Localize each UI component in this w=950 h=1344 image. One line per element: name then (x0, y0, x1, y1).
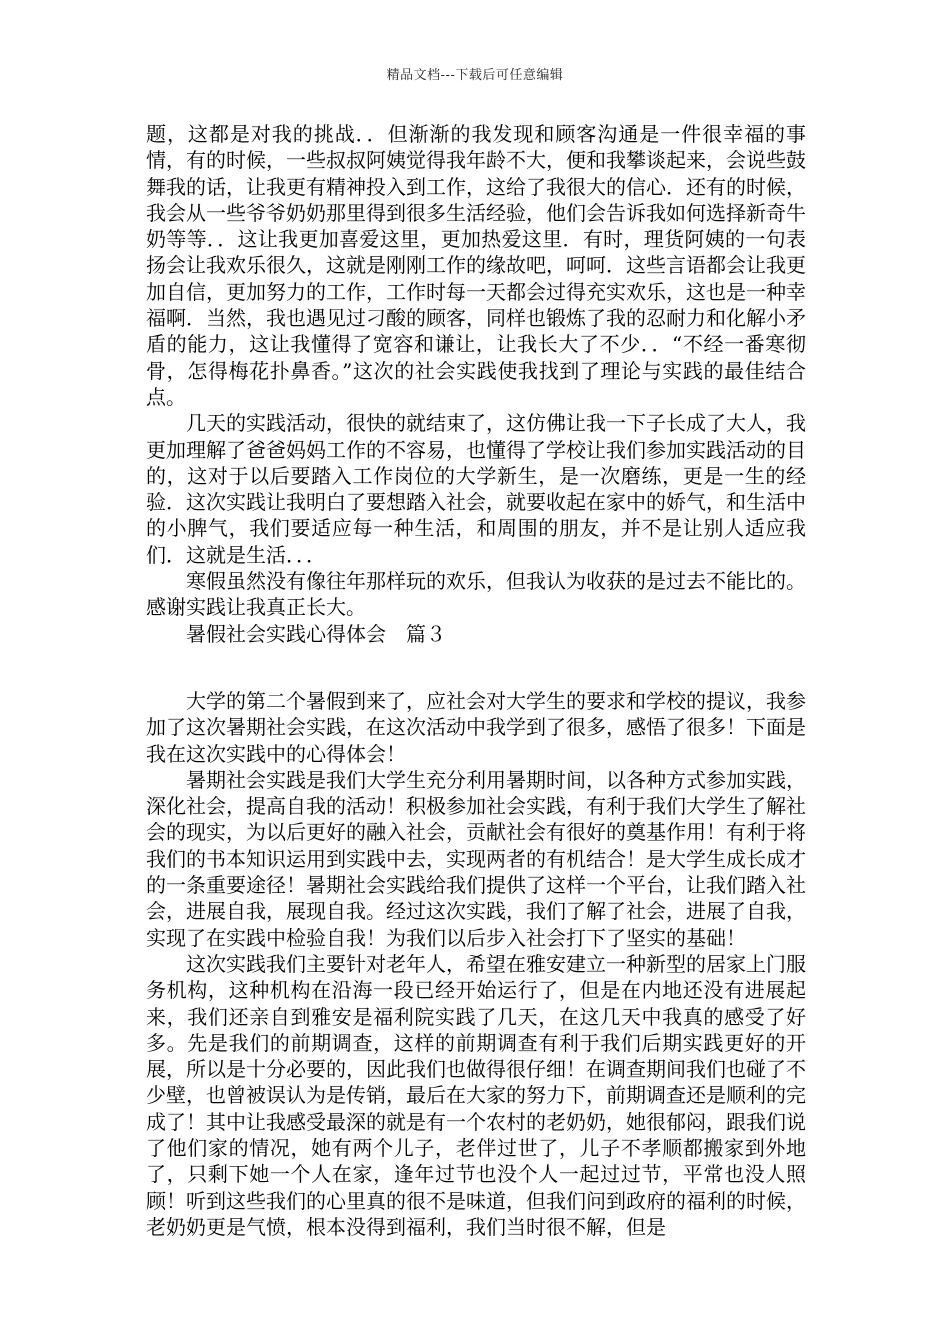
section-title: 暑假社会实践心得体会 篇３ (186, 621, 446, 646)
paragraph: 几天的实践活动，很快的就结束了，这仿佛让我一下子长成了大人，我更加理解了爸爸妈妈工作的不容易，也懂得了学校让我们参加实践活动的目的，这对于以后要踏入工作岗位的大学新生，是一次磨练，更是一生的经验．这次实践让我明白了要想踏入社会，就要收起在家中的娇气，和生活中的小脾气，我们要适应每一种生活，和周围的朋友，并不是让别人适应我们．这就是生活．．． (146, 411, 806, 567)
paragraph: 这次实践我们主要针对老年人，希望在雅安建立一种新型的居家上门服务机构，这种机构在沿海一段已经开始运行了，但是在内地还没有进展起来，我们还亲自到雅安是福利院实践了几天，在这几天中我真的感受了好多。先是我们的前期调查，这样的前期调查有利于我们后期实践更好的开展，所以是十分必要的，因此我们也做得很仔细！在调查期间我们也碰了不少壁，也曾被误认为是传销，最后在大家的努力下，前期调查还是顺利的完成了！其中让我感受最深的就是有一个农村的老奶奶，她很郁闷，跟我们说了他们家的情况，她有两个儿子，老伴过世了，儿子不孝顺都搬家到外地了，只剩下她一个人在家，逢年过节也没个人一起过过节，平常也没人照顾！听到这些我们的心里真的很不是味道，但我们问到政府的福利的时候，老奶奶更是气愤，根本没得到福利，我们当时很不解，但是 (146, 951, 806, 1239)
paragraph: 暑期社会实践是我们大学生充分利用暑期时间，以各种方式参加实践，深化社会，提高自我的活动！积极参加社会实践，有利于我们大学生了解社会的现实，为以后更好的融入社会，贡献社会有很好的奠基作用！有利于将我们的书本知识运用到实践中去，实现两者的有机结合！是大学生成长成才的一条重要途径！暑期社会实践给我们提供了这样一个平台，让我们踏入社会，进展自我，展现自我。经过这次实践，我们了解了社会，进展了自我，实现了在实践中检验自我！为我们以后步入社会打下了坚实的基础！ (146, 767, 806, 950)
document-body (146, 121, 806, 1240)
paragraph: 寒假虽然没有像往年那样玩的欢乐，但我认为收获的是过去不能比的。感谢实践让我真正长大。 (146, 569, 806, 620)
paragraph: 大学的第二个暑假到来了，应社会对大学生的要求和学校的提议，我参加了这次暑期社会实践，在这次活动中我学到了很多，感悟了很多！下面是我在这次实践中的心得体会！ (146, 688, 806, 766)
page-header: 精品文档---下载后可任意编辑 (386, 68, 564, 83)
paragraph-continued: 题，这都是对我的挑战．．但渐渐的我发现和顾客沟通是一件很幸福的事情，有的时候，一些叔叔阿姨觉得我年龄不大，便和我攀谈起来，会说些鼓舞我的话，让我更有精神投入到工作，这给了我很大的信心．还有的时候，我会从一些爷爷奶奶那里得到很多生活经验，他们会告诉我如何选择新奇牛奶等等．．这让我更加喜爱这里，更加热爱这里．有时，理货阿姨的一句表扬会让我欢乐很久，这就是刚刚工作的缘故吧，呵呵．这些言语都会让我更加自信，更加努力的工作，工作时每一天都会过得充实欢乐，这也是一种幸福啊．当然，我也遇见过刁酸的顾客，同样也锻炼了我的忍耐力和化解小矛盾的能力，这让我懂得了宽容和谦让，让我长大了不少．．“不经一番寒彻骨，怎得梅花扑鼻香。”这次的社会实践使我找到了理论与实践的最佳结合点。 (146, 122, 806, 409)
